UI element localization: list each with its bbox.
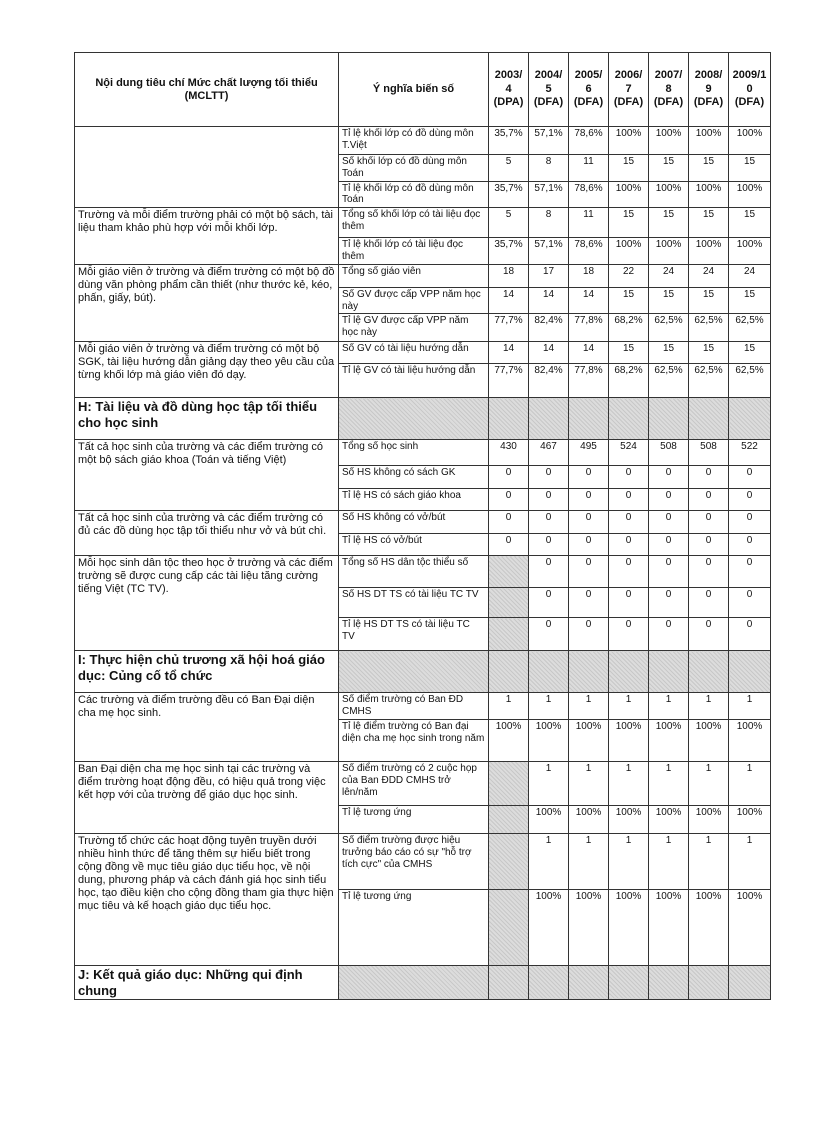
criteria-cell — [75, 127, 339, 208]
value-cell: 0 — [729, 588, 771, 618]
value-cell: 15 — [649, 155, 689, 182]
value-cell: 100% — [649, 181, 689, 208]
empty-cell — [729, 398, 771, 440]
value-cell: 100% — [609, 805, 649, 833]
value-cell: 78,6% — [569, 127, 609, 155]
value-cell: 0 — [569, 556, 609, 588]
value-cell: 15 — [729, 287, 771, 314]
value-cell: 1 — [729, 761, 771, 805]
meaning-cell: Tỉ lệ khối lớp có đồ dùng môn T.Việt — [339, 127, 489, 155]
value-cell: 100% — [729, 719, 771, 761]
empty-cell — [489, 761, 529, 805]
header-year: 2007/8 (DFA) — [649, 53, 689, 127]
empty-cell — [489, 805, 529, 833]
value-cell: 100% — [729, 127, 771, 155]
meaning-cell: Số điểm trường có Ban ĐD CMHS — [339, 693, 489, 720]
empty-cell — [339, 651, 489, 693]
value-cell: 68,2% — [609, 364, 649, 398]
value-cell: 24 — [649, 264, 689, 287]
value-cell: 1 — [689, 833, 729, 889]
value-cell: 100% — [649, 719, 689, 761]
value-cell: 1 — [649, 833, 689, 889]
criteria-cell: Mỗi giáo viên ở trường và điểm trường có một bộ SGK, tài liệu hướng dẫn giảng dạy theo yêu cầu của từng khối lớp mà giáo viên đó dạy. — [75, 342, 339, 398]
meaning-cell: Tỉ lệ khối lớp có đồ dùng môn Toán — [339, 181, 489, 208]
header-row — [75, 53, 771, 127]
value-cell: 77,7% — [489, 314, 529, 342]
meaning-cell: Tỉ lệ GV có tài liệu hướng dẫn — [339, 364, 489, 398]
value-cell: 15 — [609, 155, 649, 182]
value-cell: 24 — [729, 264, 771, 287]
empty-cell — [689, 398, 729, 440]
value-cell: 0 — [569, 534, 609, 556]
value-cell: 14 — [489, 342, 529, 364]
value-cell: 0 — [649, 466, 689, 489]
empty-cell — [529, 398, 569, 440]
value-cell: 0 — [729, 534, 771, 556]
value-cell: 15 — [689, 287, 729, 314]
value-cell: 24 — [689, 264, 729, 287]
header-year: 2003/4 (DPA) — [489, 53, 529, 127]
value-cell: 0 — [609, 534, 649, 556]
value-cell: 0 — [489, 466, 529, 489]
table-row — [75, 342, 771, 364]
header-year: 2008/9 (DFA) — [689, 53, 729, 127]
value-cell: 77,8% — [569, 364, 609, 398]
value-cell: 0 — [649, 556, 689, 588]
value-cell: 100% — [729, 805, 771, 833]
empty-cell — [489, 965, 529, 999]
value-cell: 78,6% — [569, 181, 609, 208]
section-header-row — [75, 651, 771, 693]
empty-cell — [529, 651, 569, 693]
value-cell: 0 — [529, 466, 569, 489]
table-row — [75, 511, 771, 534]
empty-cell — [609, 651, 649, 693]
meaning-cell: Số điểm trường được hiệu trưởng báo cáo có sự "hỗ trợ tích cực" của CMHS — [339, 833, 489, 889]
value-cell: 100% — [529, 805, 569, 833]
value-cell: 100% — [689, 238, 729, 265]
value-cell: 508 — [689, 440, 729, 466]
value-cell: 100% — [569, 719, 609, 761]
empty-cell — [489, 889, 529, 965]
value-cell: 62,5% — [649, 364, 689, 398]
value-cell: 1 — [609, 693, 649, 720]
criteria-cell: Tất cả học sinh của trường và các điểm trường có một bộ sách giáo khoa (Toán và tiếng Việt) — [75, 440, 339, 511]
empty-cell — [689, 965, 729, 999]
value-cell: 508 — [649, 440, 689, 466]
value-cell: 15 — [729, 342, 771, 364]
value-cell: 100% — [649, 127, 689, 155]
value-cell: 0 — [529, 534, 569, 556]
value-cell: 15 — [609, 287, 649, 314]
empty-cell — [729, 965, 771, 999]
empty-cell — [489, 398, 529, 440]
value-cell: 100% — [689, 719, 729, 761]
value-cell: 15 — [609, 342, 649, 364]
value-cell: 1 — [489, 693, 529, 720]
value-cell: 100% — [609, 889, 649, 965]
value-cell: 0 — [489, 534, 529, 556]
criteria-cell: Ban Đại diện cha mẹ học sinh tại các trường và điểm trường hoạt động đều, có hiệu quả trong việc kết hợp với của trường để giáo dục học sinh. — [75, 761, 339, 833]
value-cell: 0 — [609, 556, 649, 588]
value-cell: 62,5% — [689, 364, 729, 398]
value-cell: 15 — [689, 208, 729, 238]
value-cell: 0 — [529, 511, 569, 534]
meaning-cell: Tổng số học sinh — [339, 440, 489, 466]
value-cell: 0 — [569, 588, 609, 618]
meaning-cell: Số GV được cấp VPP năm học này — [339, 287, 489, 314]
value-cell: 0 — [689, 511, 729, 534]
criteria-cell: Tất cả học sinh của trường và các điểm trường có đủ các đồ dùng học tập tối thiểu như vở và bút chì. — [75, 511, 339, 556]
value-cell: 0 — [729, 489, 771, 511]
value-cell: 0 — [649, 489, 689, 511]
meaning-cell: Số GV có tài liệu hướng dẫn — [339, 342, 489, 364]
value-cell: 0 — [649, 534, 689, 556]
section-title: H: Tài liệu và đồ dùng học tập tối thiểu cho học sinh — [75, 398, 339, 440]
value-cell: 35,7% — [489, 238, 529, 265]
value-cell: 15 — [729, 208, 771, 238]
value-cell: 0 — [689, 618, 729, 651]
value-cell: 100% — [609, 127, 649, 155]
section-title: I: Thực hiện chủ trương xã hội hoá giáo dục: Củng cố tổ chức — [75, 651, 339, 693]
value-cell: 467 — [529, 440, 569, 466]
value-cell: 1 — [689, 761, 729, 805]
value-cell: 100% — [489, 719, 529, 761]
meaning-cell: Số khối lớp có đồ dùng môn Toán — [339, 155, 489, 182]
value-cell: 1 — [529, 693, 569, 720]
value-cell: 1 — [729, 693, 771, 720]
value-cell: 35,7% — [489, 181, 529, 208]
meaning-cell: Số HS không có sách GK — [339, 466, 489, 489]
value-cell: 522 — [729, 440, 771, 466]
value-cell: 15 — [649, 208, 689, 238]
value-cell: 15 — [649, 342, 689, 364]
value-cell: 0 — [529, 618, 569, 651]
value-cell: 100% — [609, 719, 649, 761]
value-cell: 62,5% — [729, 364, 771, 398]
value-cell: 1 — [569, 693, 609, 720]
empty-cell — [339, 398, 489, 440]
mcltt-table — [74, 52, 771, 1000]
section-header-row — [75, 398, 771, 440]
value-cell: 0 — [649, 588, 689, 618]
criteria-cell: Trường và mỗi điểm trường phải có một bộ sách, tài liệu tham khảo phù hợp với mỗi khối lớp. — [75, 208, 339, 265]
criteria-cell: Mỗi giáo viên ở trường và điểm trường có một bộ đồ dùng văn phòng phẩm cần thiết (như thước kẻ, kéo, phấn, giấy, bút). — [75, 264, 339, 342]
meaning-cell: Tỉ lệ điểm trường có Ban đại diện cha mẹ học sinh trong năm — [339, 719, 489, 761]
value-cell: 0 — [729, 556, 771, 588]
empty-cell — [489, 618, 529, 651]
value-cell: 8 — [529, 155, 569, 182]
header-year: 2009/10 (DFA) — [729, 53, 771, 127]
meaning-cell: Tỉ lệ tương ứng — [339, 805, 489, 833]
value-cell: 62,5% — [729, 314, 771, 342]
value-cell: 15 — [729, 155, 771, 182]
empty-cell — [569, 651, 609, 693]
value-cell: 0 — [689, 556, 729, 588]
value-cell: 57,1% — [529, 238, 569, 265]
meaning-cell: Số điểm trường có 2 cuộc họp của Ban ĐDD CMHS trở lên/năm — [339, 761, 489, 805]
empty-cell — [339, 965, 489, 999]
value-cell: 14 — [569, 342, 609, 364]
meaning-cell: Tổng số giáo viên — [339, 264, 489, 287]
value-cell: 8 — [529, 208, 569, 238]
meaning-cell: Tỉ lệ khối lớp có tài liệu đọc thêm — [339, 238, 489, 265]
value-cell: 0 — [609, 511, 649, 534]
empty-cell — [649, 965, 689, 999]
meaning-cell: Tổng số khối lớp có tài liệu đọc thêm — [339, 208, 489, 238]
value-cell: 0 — [609, 618, 649, 651]
value-cell: 100% — [689, 181, 729, 208]
value-cell: 100% — [689, 805, 729, 833]
table-row — [75, 761, 771, 805]
table-row — [75, 264, 771, 287]
meaning-cell: Số HS DT TS có tài liệu TC TV — [339, 588, 489, 618]
table-row — [75, 833, 771, 889]
header-criteria: Nội dung tiêu chí Mức chất lượng tối thiểu (MCLTT) — [75, 53, 339, 127]
value-cell: 100% — [729, 889, 771, 965]
criteria-cell: Các trường và điểm trường đều có Ban Đại diện cha mẹ học sinh. — [75, 693, 339, 762]
table-row — [75, 693, 771, 720]
value-cell: 0 — [649, 511, 689, 534]
empty-cell — [529, 965, 569, 999]
value-cell: 0 — [529, 556, 569, 588]
meaning-cell: Tổng số HS dân tộc thiểu số — [339, 556, 489, 588]
value-cell: 18 — [569, 264, 609, 287]
table-row — [75, 127, 771, 155]
table-body — [75, 127, 771, 1000]
table-row — [75, 556, 771, 588]
header-year: 2005/6 (DFA) — [569, 53, 609, 127]
value-cell: 0 — [729, 466, 771, 489]
value-cell: 77,7% — [489, 364, 529, 398]
empty-cell — [609, 965, 649, 999]
value-cell: 1 — [529, 761, 569, 805]
section-header-row — [75, 965, 771, 999]
value-cell: 77,8% — [569, 314, 609, 342]
value-cell: 100% — [609, 238, 649, 265]
value-cell: 0 — [569, 466, 609, 489]
value-cell: 100% — [689, 127, 729, 155]
value-cell: 0 — [729, 511, 771, 534]
value-cell: 430 — [489, 440, 529, 466]
value-cell: 35,7% — [489, 127, 529, 155]
header-year: 2006/7 (DFA) — [609, 53, 649, 127]
header-meaning: Ý nghĩa biến số — [339, 53, 489, 127]
value-cell: 1 — [569, 761, 609, 805]
value-cell: 0 — [569, 511, 609, 534]
value-cell: 0 — [689, 466, 729, 489]
section-title: J: Kết quả giáo dục: Những qui định chung — [75, 965, 339, 999]
empty-cell — [489, 556, 529, 588]
value-cell: 0 — [529, 588, 569, 618]
value-cell: 495 — [569, 440, 609, 466]
value-cell: 82,4% — [529, 314, 569, 342]
empty-cell — [569, 965, 609, 999]
empty-cell — [729, 651, 771, 693]
value-cell: 0 — [569, 618, 609, 651]
value-cell: 14 — [529, 287, 569, 314]
value-cell: 82,4% — [529, 364, 569, 398]
criteria-cell: Mỗi học sinh dân tộc theo học ở trường và các điểm trường sẽ được cung cấp các tài liệu tăng cường tiếng Việt (TC TV). — [75, 556, 339, 651]
empty-cell — [489, 833, 529, 889]
value-cell: 0 — [609, 489, 649, 511]
value-cell: 0 — [689, 489, 729, 511]
value-cell: 5 — [489, 155, 529, 182]
value-cell: 0 — [609, 588, 649, 618]
value-cell: 100% — [649, 805, 689, 833]
value-cell: 78,6% — [569, 238, 609, 265]
empty-cell — [569, 398, 609, 440]
value-cell: 57,1% — [529, 181, 569, 208]
value-cell: 0 — [569, 489, 609, 511]
value-cell: 100% — [689, 889, 729, 965]
value-cell: 57,1% — [529, 127, 569, 155]
empty-cell — [649, 398, 689, 440]
value-cell: 100% — [569, 805, 609, 833]
meaning-cell: Tỉ lệ tương ứng — [339, 889, 489, 965]
value-cell: 15 — [609, 208, 649, 238]
empty-cell — [609, 398, 649, 440]
empty-cell — [649, 651, 689, 693]
value-cell: 100% — [649, 238, 689, 265]
table-row — [75, 208, 771, 238]
value-cell: 1 — [649, 693, 689, 720]
value-cell: 1 — [569, 833, 609, 889]
value-cell: 68,2% — [609, 314, 649, 342]
value-cell: 11 — [569, 155, 609, 182]
value-cell: 100% — [529, 889, 569, 965]
header-year: 2004/5 (DFA) — [529, 53, 569, 127]
value-cell: 100% — [729, 238, 771, 265]
value-cell: 15 — [689, 155, 729, 182]
value-cell: 100% — [649, 889, 689, 965]
value-cell: 0 — [489, 511, 529, 534]
empty-cell — [489, 588, 529, 618]
meaning-cell: Tỉ lệ GV được cấp VPP năm học này — [339, 314, 489, 342]
value-cell: 17 — [529, 264, 569, 287]
value-cell: 14 — [529, 342, 569, 364]
value-cell: 100% — [729, 181, 771, 208]
value-cell: 1 — [689, 693, 729, 720]
value-cell: 0 — [529, 489, 569, 511]
value-cell: 62,5% — [689, 314, 729, 342]
meaning-cell: Số HS không có vở/bút — [339, 511, 489, 534]
value-cell: 14 — [569, 287, 609, 314]
value-cell: 100% — [609, 181, 649, 208]
value-cell: 62,5% — [649, 314, 689, 342]
value-cell: 18 — [489, 264, 529, 287]
value-cell: 0 — [609, 466, 649, 489]
value-cell: 0 — [489, 489, 529, 511]
value-cell: 15 — [649, 287, 689, 314]
value-cell: 14 — [489, 287, 529, 314]
value-cell: 1 — [649, 761, 689, 805]
value-cell: 11 — [569, 208, 609, 238]
value-cell: 100% — [529, 719, 569, 761]
meaning-cell: Tỉ lệ HS có vở/bút — [339, 534, 489, 556]
value-cell: 5 — [489, 208, 529, 238]
value-cell: 0 — [649, 618, 689, 651]
value-cell: 1 — [529, 833, 569, 889]
empty-cell — [689, 651, 729, 693]
value-cell: 0 — [689, 588, 729, 618]
meaning-cell: Tỉ lệ HS DT TS có tài liệu TC TV — [339, 618, 489, 651]
value-cell: 0 — [689, 534, 729, 556]
value-cell: 0 — [729, 618, 771, 651]
criteria-cell: Trường tổ chức các hoạt động tuyên truyền dưới nhiều hình thức để tăng thêm sự hiểu biết trong cộng đồng về mục tiêu giáo dục tiểu học, về nội dung, phương pháp và cách đánh giá học sinh tiểu học, tạo điều kiện cho cộng đồng tham gia thực hiện mục tiêu và kế hoạch giáo dục tiểu học. — [75, 833, 339, 965]
value-cell: 22 — [609, 264, 649, 287]
meaning-cell: Tỉ lệ HS có sách giáo khoa — [339, 489, 489, 511]
value-cell: 524 — [609, 440, 649, 466]
value-cell: 1 — [729, 833, 771, 889]
value-cell: 100% — [569, 889, 609, 965]
value-cell: 1 — [609, 761, 649, 805]
value-cell: 1 — [609, 833, 649, 889]
table-row — [75, 440, 771, 466]
empty-cell — [489, 651, 529, 693]
value-cell: 15 — [689, 342, 729, 364]
